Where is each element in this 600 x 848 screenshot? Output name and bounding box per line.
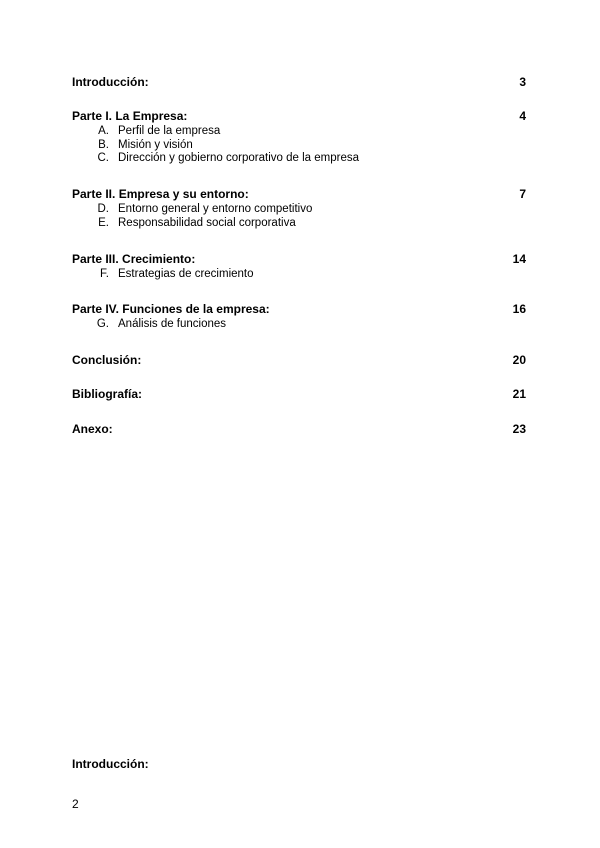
toc-sublist	[72, 125, 526, 166]
toc-subentry-letter: A.	[98, 125, 109, 137]
toc-sublist	[72, 203, 526, 230]
toc-entry-page: 16	[512, 302, 526, 316]
section-heading-introduction: Introducción:	[72, 757, 149, 771]
toc-subentry[interactable]	[72, 268, 526, 282]
toc-entry-part-4[interactable]	[72, 302, 526, 332]
toc-subentry-text: Análisis de funciones	[118, 318, 227, 330]
toc-entry-annex[interactable]	[72, 422, 526, 436]
toc-entry-part-2[interactable]	[72, 187, 526, 230]
toc-subentry-letter: G.	[96, 318, 109, 330]
toc-entry-conclusion[interactable]	[72, 353, 526, 367]
toc-subentry[interactable]	[72, 125, 526, 139]
toc-entry-page: 23	[512, 422, 526, 436]
toc-entry-label: Parte IV. Funciones de la empresa:	[72, 302, 270, 316]
toc-subentry[interactable]	[72, 152, 526, 166]
toc-subentry-letter: F.	[100, 268, 109, 280]
toc-subentry-letter: D.	[97, 203, 109, 215]
toc-entry-label: Anexo:	[72, 422, 113, 436]
toc-subentry-text: Entorno general y entorno competitivo	[118, 203, 313, 215]
toc-subentry-text: Dirección y gobierno corporativo de la empresa	[118, 152, 359, 164]
toc-subentry-text: Perfil de la empresa	[118, 125, 221, 137]
toc-entry-part-3[interactable]	[72, 252, 526, 282]
toc-entry-bibliography[interactable]	[72, 387, 526, 401]
toc-entry-label: Parte I. La Empresa:	[72, 109, 188, 123]
toc-entry-part-1[interactable]	[72, 109, 526, 166]
toc-sublist	[72, 268, 526, 282]
toc-subentry-text: Misión y visión	[118, 138, 193, 151]
toc-subentry-letter: C.	[97, 152, 109, 164]
toc-entry-page: 3	[519, 75, 526, 89]
toc-entry-page: 21	[512, 387, 526, 401]
toc-entry-page: 14	[512, 252, 526, 266]
toc-subentry-text: Estrategias de crecimiento	[118, 268, 254, 280]
toc-entry-page: 20	[512, 353, 526, 367]
toc-entry-label: Introducción:	[72, 75, 149, 89]
toc-subentry-letter: E.	[98, 216, 109, 229]
toc-subentry[interactable]	[72, 217, 526, 231]
toc-subentry[interactable]	[72, 139, 526, 153]
toc-entry-introduction[interactable]	[72, 75, 526, 89]
toc-subentry-text: Responsabilidad social corporativa	[118, 216, 296, 229]
toc-entry-label: Conclusión:	[72, 353, 142, 367]
toc-sublist	[72, 318, 526, 332]
toc-entry-page: 7	[519, 187, 526, 201]
toc-entry-label: Parte II. Empresa y su entorno:	[72, 187, 249, 201]
toc-subentry-letter: B.	[98, 138, 109, 151]
toc-subentry[interactable]	[72, 318, 526, 332]
toc-entry-label: Parte III. Crecimiento:	[72, 252, 196, 266]
toc-entry-page: 4	[519, 109, 526, 123]
toc-entry-label: Bibliografía:	[72, 387, 143, 401]
page-number: 2	[72, 797, 79, 811]
toc-subentry[interactable]	[72, 203, 526, 217]
